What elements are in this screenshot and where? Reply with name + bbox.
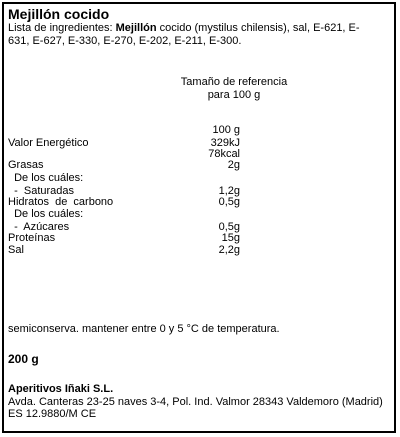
net-weight: 200 g: [8, 352, 39, 366]
nutrient-label: - Saturadas: [8, 185, 75, 197]
ingredients-main: Mejillón: [115, 22, 157, 34]
nutrient-label: De los cuáles:: [8, 172, 84, 184]
ingredients-rest: cocido (mystilus chilensis), sal, E-621, E-631, E-627, E-330, E-270, E-202, E-211, E-300.: [8, 22, 360, 47]
reference-size-line1: Tamaño de referencia: [180, 76, 288, 88]
energy-label: Valor Energético: [8, 137, 89, 149]
ingredients-list: [8, 22, 378, 48]
product-title: Mejillón cocido: [8, 6, 110, 22]
reference-size-line2: para 100 g: [207, 89, 261, 101]
energy-kcal: 78kcal: [208, 148, 240, 160]
company-name: Aperitivos Iñaki S.L.: [8, 383, 114, 395]
company-address: Avda. Canteras 23-25 naves 3-4, Pol. Ind. Valmor 28343 Valdemoro (Madrid): [8, 396, 383, 408]
storage-instructions: semiconserva. mantener entre 0 y 5 °C de temperatura.: [8, 323, 280, 335]
nutrient-value: 15g: [221, 232, 240, 244]
label-panel: [2, 2, 396, 433]
nutrient-label: Sal: [8, 244, 24, 256]
nutrient-label: Proteínas: [8, 232, 56, 244]
nutrient-label: Hidratos de carbono: [8, 196, 114, 208]
company-registry: ES 12.9880/M CE: [8, 408, 97, 420]
nutrient-value: 1,2g: [218, 185, 240, 197]
nutrient-value: 0,5g: [218, 221, 240, 233]
nutrient-value: 2g: [227, 159, 240, 171]
reference-amount: 100 g: [212, 124, 240, 136]
nutrient-label: Grasas: [8, 159, 44, 171]
ingredients-prefix: Lista de ingredientes:: [8, 22, 116, 34]
nutrient-value: 2,2g: [218, 244, 240, 256]
energy-kj: 329kJ: [210, 137, 240, 149]
nutrient-label: - Azúcares: [8, 221, 70, 233]
nutrient-label: De los cuáles:: [8, 208, 84, 220]
nutrient-value: 0,5g: [218, 196, 240, 208]
